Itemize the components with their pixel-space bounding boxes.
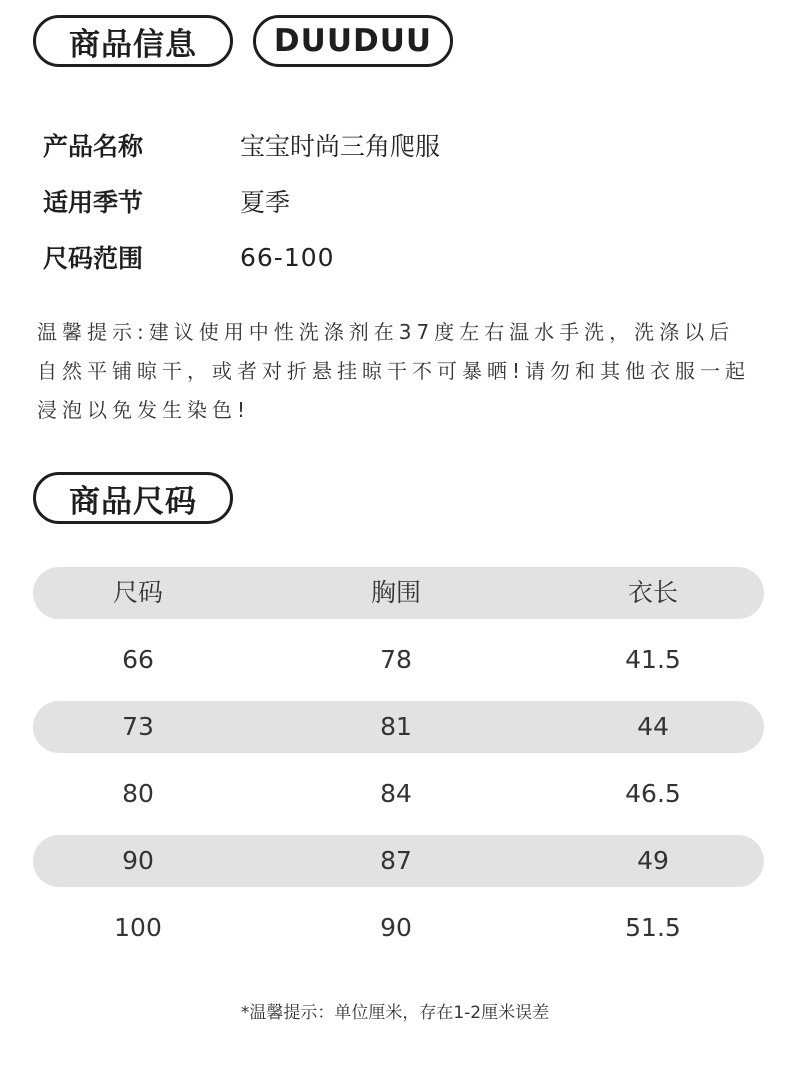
- table-row: [33, 701, 764, 753]
- table-cell: 84: [380, 779, 412, 808]
- table-row: [33, 902, 764, 954]
- footnote: *温馨提示：单位厘米，存在1-2厘米误差: [240, 1003, 550, 1023]
- table-row: [33, 634, 764, 686]
- table-row: [33, 835, 764, 887]
- table-cell: 51.5: [625, 913, 681, 942]
- table-cell: 66: [122, 645, 154, 674]
- table-cell: 90: [122, 846, 154, 875]
- info-row-season: [43, 184, 290, 218]
- section-title-product-info: 商品信息: [33, 15, 233, 67]
- table-header-row: [33, 567, 764, 619]
- info-label: 产品名称: [43, 132, 144, 161]
- table-cell: 81: [380, 712, 412, 741]
- table-cell: 49: [637, 846, 669, 875]
- table-row: [33, 768, 764, 820]
- table-cell: 100: [114, 913, 162, 942]
- info-label: 尺码范围: [43, 244, 144, 273]
- section-title-product-size: 商品尺码: [33, 472, 233, 524]
- column-header: 衣长: [627, 578, 678, 607]
- table-cell: 73: [122, 712, 154, 741]
- table-cell: 41.5: [625, 645, 681, 674]
- info-value: 66-100: [240, 242, 335, 272]
- table-cell: 80: [122, 779, 154, 808]
- wash-tip-text: 温馨提示:建议使用中性洗涤剂在37度左右温水手洗，洗涤以后自然平铺晾干，或者对折悬挂晾干不可暴晒!请勿和其他衣服一起浸泡以免发生染色!: [37, 320, 751, 422]
- info-label: 适用季节: [43, 188, 144, 217]
- column-header: 胸围: [370, 578, 421, 607]
- table-cell: 87: [380, 846, 412, 875]
- table-cell: 78: [380, 645, 412, 674]
- info-value: 宝宝时尚三角爬服: [240, 132, 441, 161]
- table-cell: 90: [380, 913, 412, 942]
- brand-logo: DUUDUU: [253, 15, 453, 67]
- info-row-name: [43, 128, 440, 162]
- table-cell: 44: [637, 712, 669, 741]
- info-value: 夏季: [240, 188, 291, 217]
- size-table: [33, 567, 764, 969]
- column-header: 尺码: [112, 578, 163, 607]
- info-row-size-range: [43, 240, 335, 274]
- table-cell: 46.5: [625, 779, 681, 808]
